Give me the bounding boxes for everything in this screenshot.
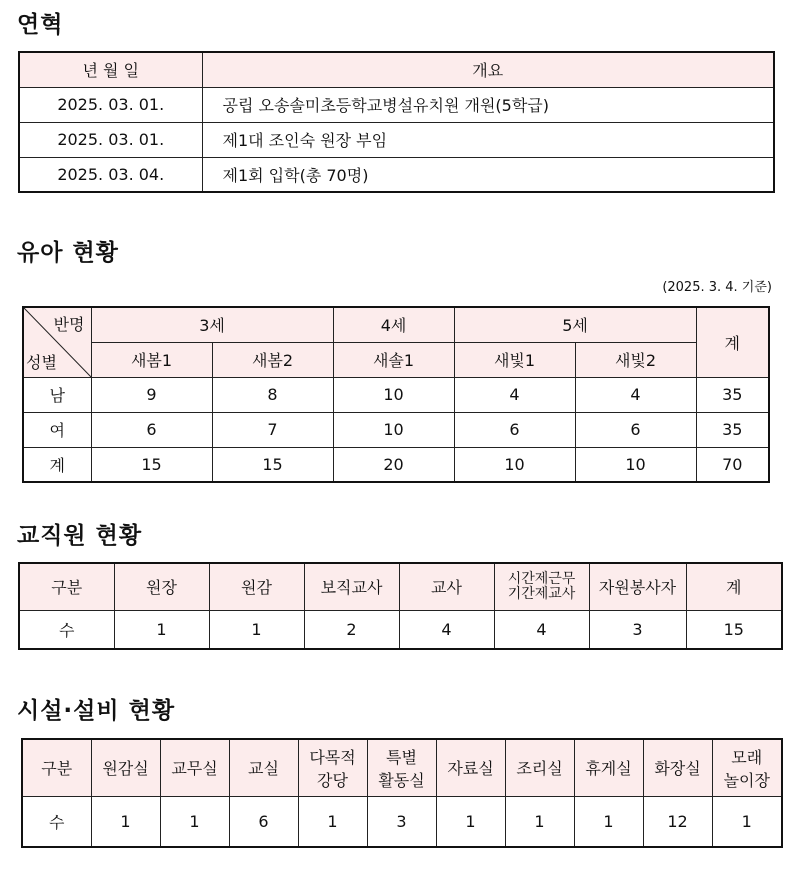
- cell: 15: [212, 447, 333, 482]
- row-label: 수: [22, 796, 91, 847]
- corner-label-class: 반명: [53, 315, 85, 334]
- facility-header: [712, 739, 782, 796]
- staff-header: 원장: [114, 563, 209, 610]
- cell: 35: [696, 377, 769, 412]
- facility-header: 구분: [22, 739, 91, 796]
- table-row: [19, 610, 782, 649]
- cell: 3: [367, 796, 436, 847]
- class-header: 새솔1: [333, 342, 454, 377]
- cell: 1: [574, 796, 643, 847]
- facility-header: 교무실: [160, 739, 229, 796]
- cell: 8: [212, 377, 333, 412]
- cell: 9: [91, 377, 212, 412]
- row-label: 여: [23, 412, 91, 447]
- class-header: 새빛2: [575, 342, 696, 377]
- cell: 1: [114, 610, 209, 649]
- cell: 3: [589, 610, 686, 649]
- facility-header: 자료실: [436, 739, 505, 796]
- cell: 6: [229, 796, 298, 847]
- staff-header: 원감: [209, 563, 304, 610]
- cell: 4: [494, 610, 589, 649]
- class-header: 새봄2: [212, 342, 333, 377]
- facility-header-line: 다목적: [309, 747, 356, 767]
- cell: 15: [91, 447, 212, 482]
- history-table: [18, 51, 775, 193]
- history-header-summary: 개요: [202, 52, 774, 87]
- facility-header: [298, 739, 367, 796]
- children-heading: 유아 현황: [17, 240, 119, 266]
- cell: 10: [333, 412, 454, 447]
- cell: 4: [454, 377, 575, 412]
- history-desc: 제1회 입학(총 70명): [202, 157, 774, 192]
- history-heading: 연혁: [17, 12, 64, 38]
- cell: 4: [575, 377, 696, 412]
- facility-header-line: 강당: [317, 770, 348, 790]
- table-row: [19, 157, 774, 192]
- class-gender-corner-cell: [23, 307, 91, 377]
- cell: 10: [333, 377, 454, 412]
- cell: 4: [399, 610, 494, 649]
- cell: 1: [91, 796, 160, 847]
- facility-header-line: 모래: [731, 747, 763, 767]
- staff-header-line: 기간제교사: [507, 585, 576, 602]
- facility-header: 원감실: [91, 739, 160, 796]
- children-date-note: (2025. 3. 4. 기준): [662, 280, 772, 295]
- cell: 20: [333, 447, 454, 482]
- row-label: 수: [19, 610, 114, 649]
- staff-header: 계: [686, 563, 782, 610]
- history-date: 2025. 03. 04.: [19, 157, 202, 192]
- row-label: 계: [23, 447, 91, 482]
- cell: 1: [209, 610, 304, 649]
- facility-header-line: 활동실: [378, 770, 425, 790]
- facilities-table: [21, 738, 783, 848]
- history-desc: 제1대 조인숙 원장 부임: [202, 122, 774, 157]
- cell: 7: [212, 412, 333, 447]
- facility-header-line: 특별: [386, 747, 417, 767]
- facility-header: [367, 739, 436, 796]
- staff-heading: 교직원 현황: [17, 523, 143, 549]
- staff-header: 구분: [19, 563, 114, 610]
- facilities-heading: 시설·설비 현황: [17, 698, 176, 724]
- cell: 12: [643, 796, 712, 847]
- table-row: [19, 122, 774, 157]
- row-label: 남: [23, 377, 91, 412]
- facility-header: 화장실: [643, 739, 712, 796]
- cell: 1: [298, 796, 367, 847]
- cell: 1: [712, 796, 782, 847]
- table-row: [19, 87, 774, 122]
- table-row: [23, 447, 769, 482]
- cell: 1: [505, 796, 574, 847]
- corner-label-gender: 성별: [26, 352, 57, 372]
- cell: 70: [696, 447, 769, 482]
- history-desc: 공립 오송솔미초등학교병설유치원 개원(5학급): [202, 87, 774, 122]
- staff-header-line: 시간제근무: [507, 570, 576, 587]
- table-row: [22, 796, 782, 847]
- cell: 10: [575, 447, 696, 482]
- history-header-date: 년 월 일: [19, 52, 202, 87]
- cell: 35: [696, 412, 769, 447]
- facility-header: 휴게실: [574, 739, 643, 796]
- age-group-3: 3세: [91, 307, 333, 342]
- cell: 6: [454, 412, 575, 447]
- class-header: 새빛1: [454, 342, 575, 377]
- cell: 1: [436, 796, 505, 847]
- age-group-4: 4세: [333, 307, 454, 342]
- staff-table: [18, 562, 783, 650]
- history-date: 2025. 03. 01.: [19, 87, 202, 122]
- children-total-header: 계: [696, 307, 769, 377]
- table-row: [23, 412, 769, 447]
- cell: 6: [91, 412, 212, 447]
- class-header: 새봄1: [91, 342, 212, 377]
- facility-header-line: 놀이장: [723, 770, 770, 790]
- facility-header: 교실: [229, 739, 298, 796]
- age-group-5: 5세: [454, 307, 696, 342]
- staff-header: 보직교사: [304, 563, 399, 610]
- table-row: [23, 377, 769, 412]
- cell: 6: [575, 412, 696, 447]
- cell: 2: [304, 610, 399, 649]
- staff-header: 자원봉사자: [589, 563, 686, 610]
- children-table: [22, 306, 770, 483]
- cell: 1: [160, 796, 229, 847]
- staff-header: 교사: [399, 563, 494, 610]
- history-date: 2025. 03. 01.: [19, 122, 202, 157]
- cell: 15: [686, 610, 782, 649]
- facility-header: 조리실: [505, 739, 574, 796]
- staff-header-parttime: [494, 563, 589, 610]
- cell: 10: [454, 447, 575, 482]
